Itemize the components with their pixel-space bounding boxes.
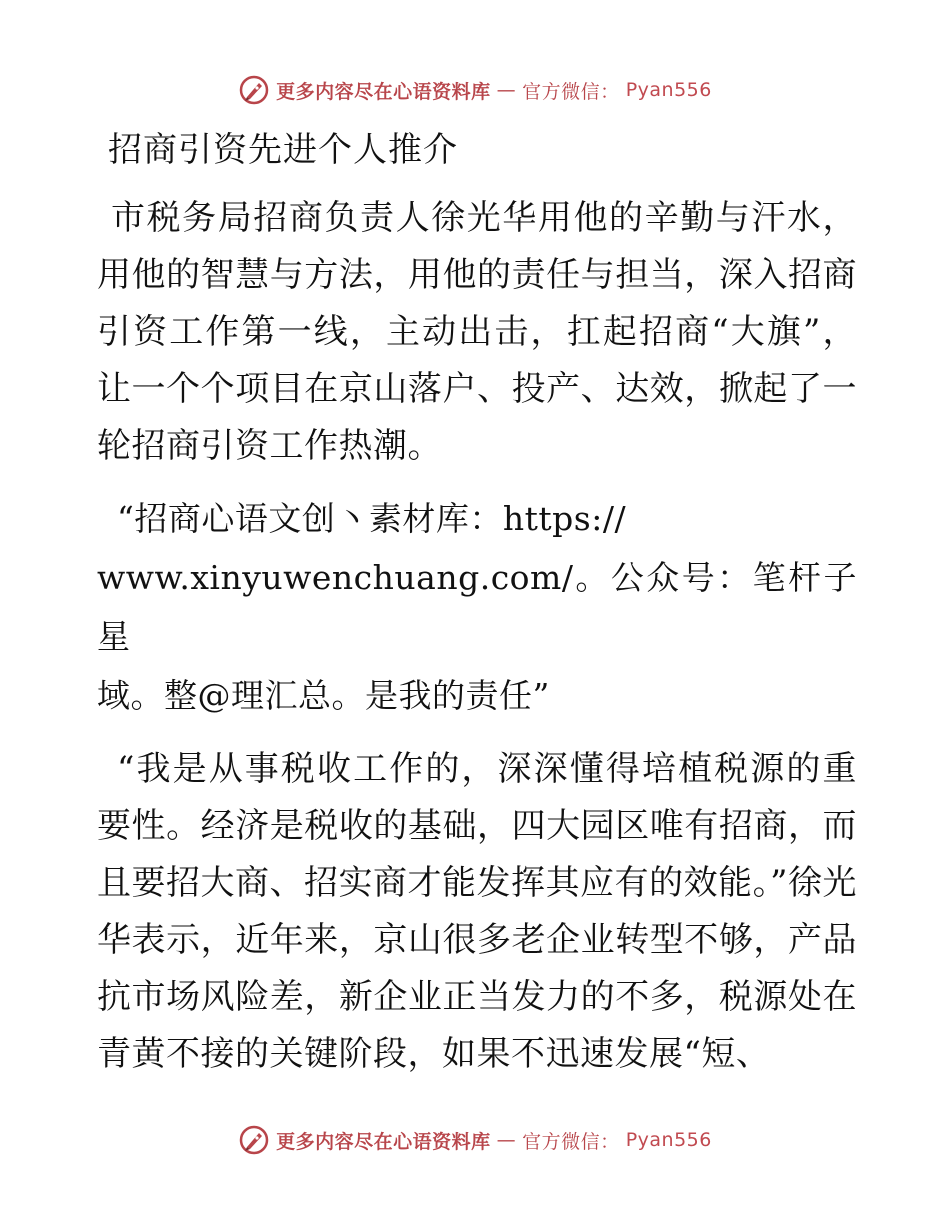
- document-body: [97, 190, 857, 1097]
- banner-wechat-label: 官方微信：: [522, 1130, 620, 1153]
- footer-watermark-banner: [0, 1120, 950, 1160]
- pen-nib-logo-icon: [238, 74, 270, 106]
- pen-nib-logo-icon: [238, 1124, 270, 1156]
- banner-wechat-label: 官方微信：: [522, 80, 620, 103]
- paragraph-3: “我是从事税收工作的，深深懂得培植税源的重要性。经济是税收的基础，四大园区唯有招商，而且要招大商、招实商才能发挥其应有的效能。”徐光华表示，近年来，京山很多老企业转型不够，产品抗市场风险差，新企业正当发力的不多，税源处在青黄不接的关键阶段，如果不迅速发展“短、: [97, 749, 857, 1074]
- document-title: 招商引资先进个人推介: [108, 130, 458, 170]
- banner-main-text: 更多内容尽在心语资料库: [276, 1130, 491, 1153]
- paragraph-1: 市税务局招商负责人徐光华用他的辛勤与汗水，用他的智慧与方法，用他的责任与担当，深入招商引资工作第一线，主动出击，扛起招商“大旗”，让一个个项目在京山落户、投产、达效，掀起了一轮招商引资工作热潮。: [97, 198, 857, 466]
- banner-wechat-id: Pyan556: [625, 1129, 712, 1151]
- paragraph-2-link-notice: “招商心语文创丶素材库：https:// www.xinyuwenchuang.com/。公众号：笔杆子星 域。整@理汇总。是我的责任”: [97, 499, 857, 715]
- banner-main-text: 更多内容尽在心语资料库: [276, 80, 491, 103]
- banner-dash: —: [496, 79, 517, 101]
- header-watermark-banner: [0, 70, 950, 110]
- banner-dash: —: [496, 1129, 517, 1151]
- banner-wechat-id: Pyan556: [625, 79, 712, 101]
